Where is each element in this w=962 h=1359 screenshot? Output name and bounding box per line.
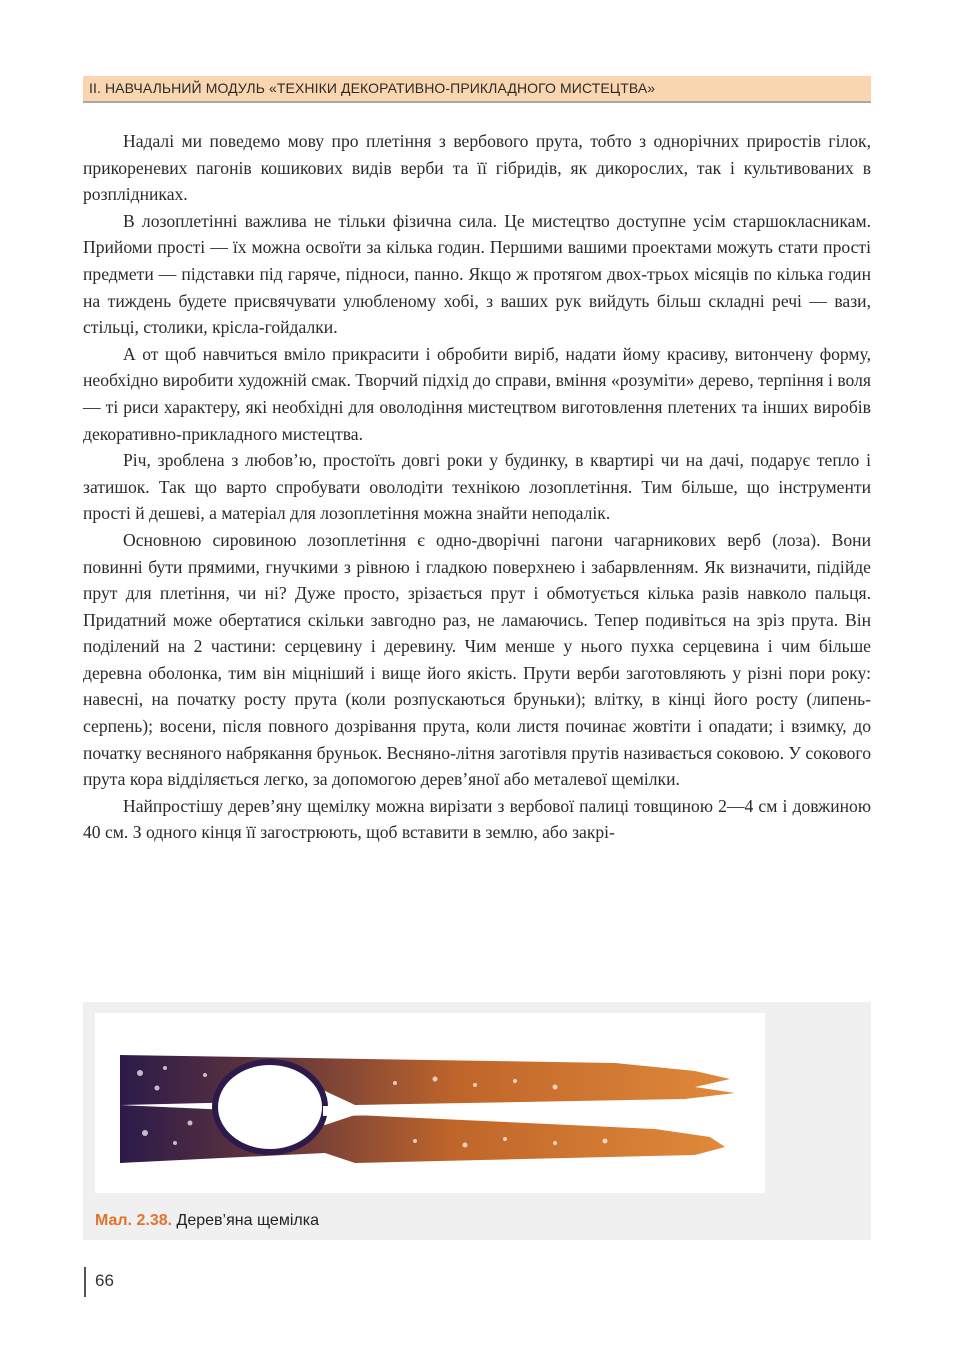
chapter-title: II. НАВЧАЛЬНИЙ МОДУЛЬ «ТЕХНІКИ ДЕКОРАТИВНО-ПРИКЛАДНОГО МИСТЕЦТВА» — [89, 80, 656, 96]
paragraph: В лозоплетінні важлива не тільки фізична сила. Це мистецтво доступне усім старшокласникам. Прийоми прості — їх можна освоїти за кілька годин. Першими вашими проектами можуть стати прості предмети — підставки під гаряче, підноси, панно. Якщо ж протягом двох-трьох місяців по кілька годин на тиждень будете присвячувати улюбленому хобі, з ваших рук вийдуть більш складні речі — вази, стільці, столики, крісла-гойдалки. — [83, 210, 871, 338]
tool-slot — [323, 1106, 695, 1116]
paragraph: Надалі ми поведемо мову про плетіння з вербового прута, тобто з однорічних приростів гілок, прикореневих пагонів кошикових видів верби та її гібридів, як дикорослих, так і культивованих в розплідниках. — [83, 131, 871, 205]
wooden-bark-stripper-image — [95, 1013, 765, 1193]
page-number-rule — [84, 1267, 86, 1297]
figure-caption-text: Дерев’яна щемілка — [176, 1212, 319, 1229]
paragraph: Найпростішу дерев’яну щемілку можна вирізати з вербової палиці товщиною 2—4 см і довжиною 40 см. З одного кінця її загострюють, щоб вставити в землю, або закрі- — [83, 795, 871, 843]
paragraph: А от щоб навчиться вміло прикрасити і обробити виріб, надати йому красиву, витончену форму, необхідно виробити художній смак. Творчий підхід до справи, вміння «розуміти» дерево, терпіння і воля — ті риси характеру, які необхідні для оволодіння мистецтвом виготовлення плетених та інших виробів декоративно-прикладного мистецтва. — [83, 343, 871, 444]
tool-upper-prong — [120, 1055, 735, 1105]
figure-label: Мал. 2.38. — [95, 1212, 173, 1229]
tool-loop — [215, 1062, 325, 1152]
paragraph: Основною сировиною лозоплетіння є одно-дворічні пагони чагарникових верб (лоза). Вони повинні бути прямими, гнучкими з рівною і гладкою поверхнею і забарвленням. Як визначити, підійде прут для плетіння, чи ні? Дуже просто, зрізається прут і обмотується кілька разів навколо пальця. Придатний може обертатися скільки завгодно раз, не ламаючись. Тепер подивіться на зріз прута. Він поділений на 2 частини: серцевину і деревину. Чим менше у нього пухка серцевина і чим більше деревна оболонка, тим він міцніший і вище його якість. Прути верби заготовляють у різні пори року: навесні, на початку росту прута (коли розпускаються бруньки); влітку, в кінці його росту (липень-серпень); восени, після повного дозрівання прута, коли листя починає жовтіти і опадати; і взимку, до початку весняного набрякання бруньок. Весняно-літня заготівля прутів називається соковою. У сокового прута кора відділяється легко, за допомогою дерев’яної або металевої щемілки. — [83, 529, 871, 790]
body-text — [83, 128, 871, 846]
paragraph: Річ, зроблена з любов’ю, простоїть довгі роки у будинку, в квартирі чи на дачі, подарує тепло і затишок. Так що варто спробувати оволодіти технікою лозоплетіння. Тим більше, що інструменти прості й дешеві, а матеріал для лозоплетіння можна знайти неподалік. — [83, 450, 871, 524]
figure-box — [83, 1002, 871, 1240]
chapter-header — [83, 76, 871, 103]
page-number: 66 — [95, 1271, 114, 1290]
figure-caption — [95, 1212, 319, 1230]
